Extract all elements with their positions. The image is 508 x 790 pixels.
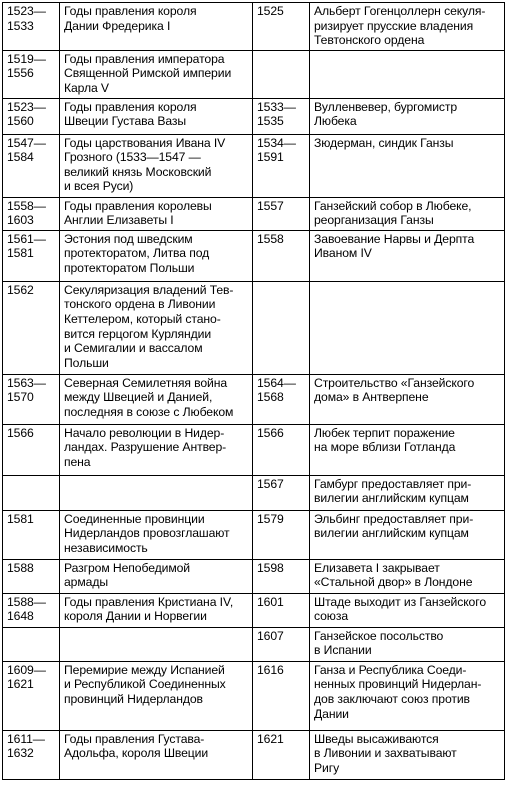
hanseatic-year-cell: 1566 xyxy=(253,424,310,475)
year-cell: 1563— 1570 xyxy=(3,374,60,424)
table-row xyxy=(3,374,505,424)
event-cell: Годы правления королевы Англии Елизаветы I xyxy=(60,197,253,230)
event-cell: Соединенные провинции Нидерландов провозглашают независимость xyxy=(60,510,253,559)
table-row xyxy=(3,3,505,51)
hanseatic-year-cell xyxy=(253,50,310,98)
hanseatic-year-cell: 1557 xyxy=(253,197,310,230)
year-cell xyxy=(3,627,60,661)
event-cell xyxy=(60,627,253,661)
hanseatic-event-cell: Любек терпит поражение на море вблизи Готланда xyxy=(310,424,505,475)
hanseatic-event-cell xyxy=(310,281,505,374)
table-row xyxy=(3,627,505,661)
year-cell xyxy=(3,475,60,510)
table-row xyxy=(3,134,505,197)
hanseatic-event-cell: Эльбинг предоставляет при- вилегии английским купцам xyxy=(310,510,505,559)
table-row xyxy=(3,559,505,593)
hanseatic-event-cell: Зюдерман, синдик Ганзы xyxy=(310,134,505,197)
year-cell: 1523— 1533 xyxy=(3,3,60,51)
hanseatic-year-cell: 1564— 1568 xyxy=(253,374,310,424)
event-cell: Годы царствования Ивана IV Грозного (1533—1547 — великий князь Московский и всея Руси) xyxy=(60,134,253,197)
hanseatic-event-cell: Ганзейский собор в Любеке, реорганизация Ганзы xyxy=(310,197,505,230)
table-row xyxy=(3,230,505,281)
event-cell: Годы правления короля Швеции Густава Вазы xyxy=(60,98,253,134)
table-row xyxy=(3,424,505,475)
year-cell: 1562 xyxy=(3,281,60,374)
hanseatic-event-cell: Ганза и Республика Соеди- ненных провинций Нидерлан- дов заключают союз против Дании xyxy=(310,661,505,730)
event-cell: Северная Семилетняя война между Швецией и Данией, последняя в союзе с Любеком xyxy=(60,374,253,424)
table-row xyxy=(3,730,505,779)
hanseatic-year-cell: 1616 xyxy=(253,661,310,730)
table-row xyxy=(3,281,505,374)
event-cell: Разгром Непобедимой армады xyxy=(60,559,253,593)
hanseatic-event-cell: Вулленвевер, бургомистр Любека xyxy=(310,98,505,134)
table-row xyxy=(3,661,505,730)
table-row xyxy=(3,475,505,510)
event-cell: Секуляризация владений Тев- тонского ордена в Ливонии Кеттелером, который стано- вится герцогом Курляндии и Семигалии и вассалом Польши xyxy=(60,281,253,374)
hanseatic-year-cell: 1579 xyxy=(253,510,310,559)
hanseatic-event-cell: Строительство «Ганзейского дома» в Антверпене xyxy=(310,374,505,424)
hanseatic-event-cell: Завоевание Нарвы и Дерпта Иваном IV xyxy=(310,230,505,281)
hanseatic-year-cell: 1525 xyxy=(253,3,310,51)
year-cell: 1588 xyxy=(3,559,60,593)
hanseatic-year-cell xyxy=(253,281,310,374)
hanseatic-event-cell: Гамбург предоставляет при- вилегии английским купцам xyxy=(310,475,505,510)
year-cell: 1547— 1584 xyxy=(3,134,60,197)
year-cell: 1611— 1632 xyxy=(3,730,60,779)
hanseatic-event-cell: Альберт Гогенцоллерн секуля- ризирует прусские владения Тевтонского ордена xyxy=(310,3,505,51)
chronology-table-body xyxy=(3,3,505,780)
event-cell: Годы правления Густава- Адольфа, короля Швеции xyxy=(60,730,253,779)
event-cell xyxy=(60,475,253,510)
hanseatic-year-cell: 1567 xyxy=(253,475,310,510)
chronology-table xyxy=(2,2,505,780)
hanseatic-event-cell: Елизавета I закрывает «Стальной двор» в Лондоне xyxy=(310,559,505,593)
event-cell: Годы правления короля Дании Фредерика I xyxy=(60,3,253,51)
table-row xyxy=(3,510,505,559)
event-cell: Эстония под шведским протекторатом, Литва под протекторатом Польши xyxy=(60,230,253,281)
event-cell: Начало революции в Нидер- ландах. Разрушение Антвер- пена xyxy=(60,424,253,475)
table-row xyxy=(3,593,505,627)
year-cell: 1581 xyxy=(3,510,60,559)
event-cell: Годы правления императора Священной Римской империи Карла V xyxy=(60,50,253,98)
year-cell: 1561— 1581 xyxy=(3,230,60,281)
year-cell: 1609— 1621 xyxy=(3,661,60,730)
event-cell: Перемирие между Испанией и Республикой Соединенных провинций Нидерландов xyxy=(60,661,253,730)
hanseatic-year-cell: 1558 xyxy=(253,230,310,281)
table-row xyxy=(3,98,505,134)
hanseatic-year-cell: 1533— 1535 xyxy=(253,98,310,134)
hanseatic-event-cell xyxy=(310,50,505,98)
year-cell: 1588— 1648 xyxy=(3,593,60,627)
table-row xyxy=(3,50,505,98)
table-row xyxy=(3,197,505,230)
hanseatic-year-cell: 1601 xyxy=(253,593,310,627)
year-cell: 1523— 1560 xyxy=(3,98,60,134)
hanseatic-event-cell: Штаде выходит из Ганзейского союза xyxy=(310,593,505,627)
year-cell: 1558— 1603 xyxy=(3,197,60,230)
year-cell: 1519— 1556 xyxy=(3,50,60,98)
hanseatic-year-cell: 1598 xyxy=(253,559,310,593)
hanseatic-year-cell: 1621 xyxy=(253,730,310,779)
hanseatic-event-cell: Ганзейское посольство в Испании xyxy=(310,627,505,661)
year-cell: 1566 xyxy=(3,424,60,475)
hanseatic-year-cell: 1534— 1591 xyxy=(253,134,310,197)
hanseatic-year-cell: 1607 xyxy=(253,627,310,661)
event-cell: Годы правления Кристиана IV, короля Дании и Норвегии xyxy=(60,593,253,627)
hanseatic-event-cell: Шведы высаживаются в Ливонии и захватывают Ригу xyxy=(310,730,505,779)
